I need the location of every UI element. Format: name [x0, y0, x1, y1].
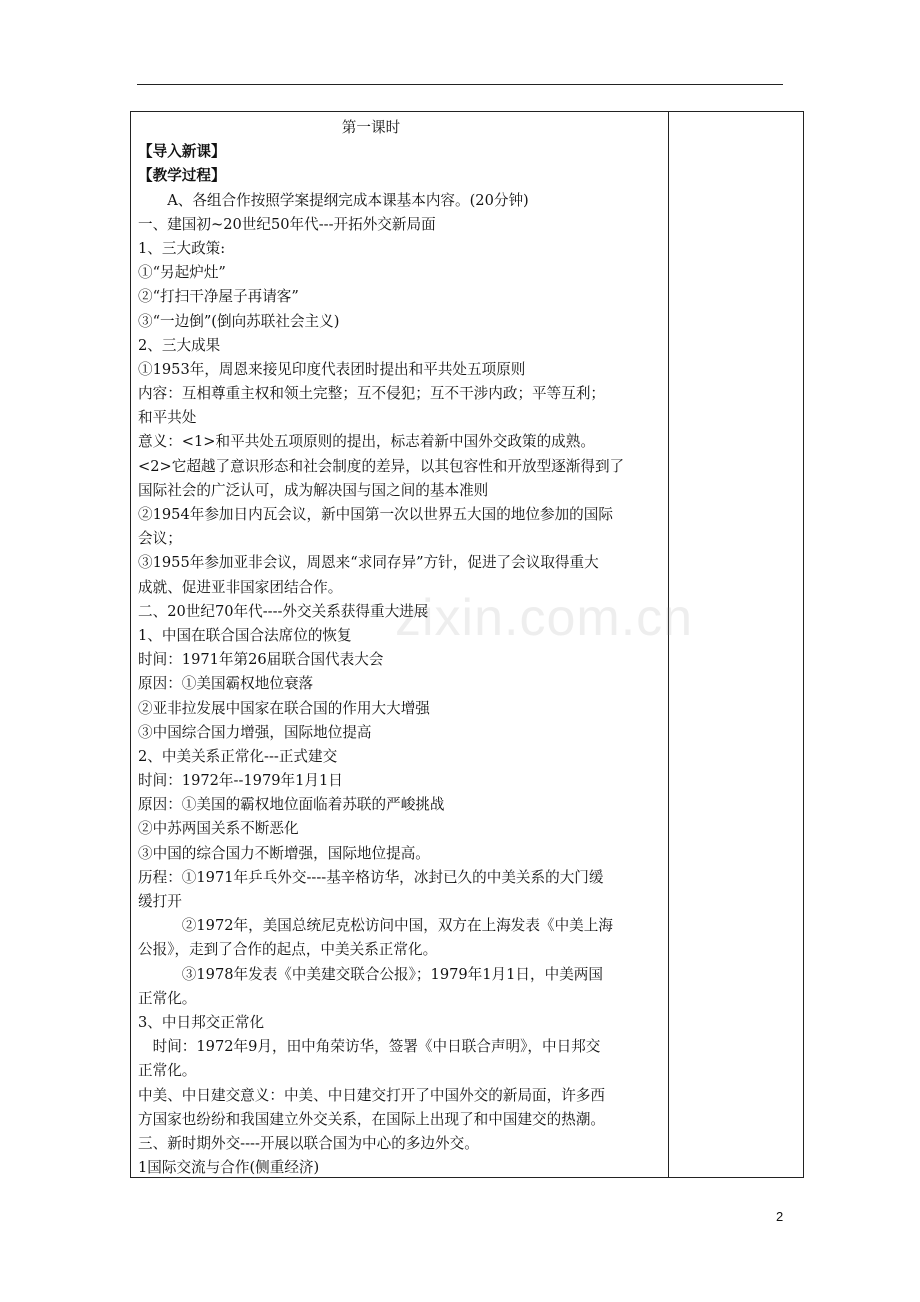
- content-line: 正常化。: [138, 989, 197, 1007]
- content-line: ③中国综合国力增强，国际地位提高: [138, 723, 372, 741]
- content-line: 原因：①美国霸权地位衰落: [138, 675, 314, 693]
- header-rule: [137, 84, 783, 85]
- content-line: ②1954年参加日内瓦会议，新中国第一次以世界五大国的地位参加的国际: [138, 506, 613, 523]
- content-line: 公报》，走到了合作的起点，中美关系正常化。: [138, 941, 438, 959]
- content-line: 缓打开: [138, 893, 182, 910]
- content-line: ②亚非拉发展中国家在联合国的作用大大增强: [138, 699, 430, 717]
- content-line: ①1953年，周恩来接见印度代表团时提出和平共处五项原则: [138, 360, 526, 378]
- content-line: 二、20世纪70年代----外交关系获得重大进展: [138, 602, 429, 620]
- content-line: 【教学过程】: [138, 167, 226, 185]
- content-line: 意义：<1>和平共处五项原则的提出，标志着新中国外交政策的成熟。: [138, 433, 595, 451]
- content-line: 会议；: [138, 530, 182, 548]
- content-line: 时间：1971年第26届联合国代表大会: [138, 651, 384, 669]
- content-line: ③1955年参加亚非会议，周恩来“求同存异”方针，促进了会议取得重大: [138, 554, 599, 572]
- content-line: 时间：1972年--1979年1月1日: [138, 772, 343, 790]
- page-number: 2: [776, 1209, 784, 1224]
- content-line: ②“打扫干净屋子再请客”: [138, 288, 299, 306]
- content-line: 1国际交流与合作(侧重经济): [138, 1159, 320, 1177]
- content-line: 1、中国在联合国合法席位的恢复: [138, 626, 352, 644]
- content-line: 时间：1972年9月，田中角荣访华，签署《中日联合声明》，中日邦交: [138, 1038, 601, 1056]
- content-line: 国际社会的广泛认可，成为解决国与国之间的基本准则: [138, 481, 489, 499]
- content-line: ③1978年发表《中美建交联合公报》；1979年1月1日，中美两国: [138, 965, 603, 983]
- content-line: 方国家也纷纷和我国建立外交关系，在国际上出现了和中国建交的热潮。: [138, 1110, 606, 1128]
- content-line: ①“另起炉灶”: [138, 264, 226, 282]
- content-line: 三、新时期外交----开展以联合国为中心的多边外交。: [138, 1134, 479, 1152]
- content-line: ③“一边倒”(倒向苏联社会主义): [138, 312, 340, 330]
- watermark-text: zixin.com.cn: [395, 589, 694, 647]
- content-line: ③中国的综合国力不断增强，国际地位提高。: [138, 844, 430, 862]
- content-line: 2、中美关系正常化---正式建交: [138, 747, 338, 765]
- content-line: ②中苏两国关系不断恶化: [138, 820, 299, 838]
- content-line: 历程：①1971年乒乓外交----基辛格访华，冰封已久的中美关系的大门缓: [138, 868, 604, 886]
- lesson-table: [130, 111, 804, 1178]
- content-line: 成就、促进亚非国家团结合作。: [138, 578, 343, 596]
- content-line: 3、中日邦交正常化: [138, 1013, 265, 1031]
- content-line: 正常化。: [138, 1062, 197, 1080]
- content-line: 原因：①美国的霸权地位面临着苏联的严峻挑战: [138, 796, 445, 814]
- lesson-content-cell: [138, 116, 664, 1180]
- content-line: A、各组合作按照学案提纲完成本课基本内容。(20分钟): [138, 191, 529, 209]
- content-line: 第一课时: [341, 119, 401, 136]
- content-line: 2、三大成果: [138, 336, 221, 354]
- content-line: ②1972年，美国总统尼克松访问中国，双方在上海发表《中美上海: [138, 917, 613, 935]
- content-line: <2>它超越了意识形态和社会制度的差异，以其包容性和开放型逐渐得到了: [138, 457, 625, 475]
- content-line: 和平共处: [138, 409, 197, 427]
- content-line: 一、建国初~20世纪50年代---开拓外交新局面: [138, 215, 436, 233]
- content-line: 【导入新课】: [138, 143, 226, 161]
- content-line: 中美、中日建交意义：中美、中日建交打开了中国外交的新局面，许多西: [138, 1086, 606, 1104]
- content-line: 内容：互相尊重主权和领土完整；互不侵犯；互不干涉内政；平等互利；: [138, 385, 606, 403]
- content-line: 1、三大政策:: [138, 239, 226, 257]
- column-divider: [668, 112, 669, 1177]
